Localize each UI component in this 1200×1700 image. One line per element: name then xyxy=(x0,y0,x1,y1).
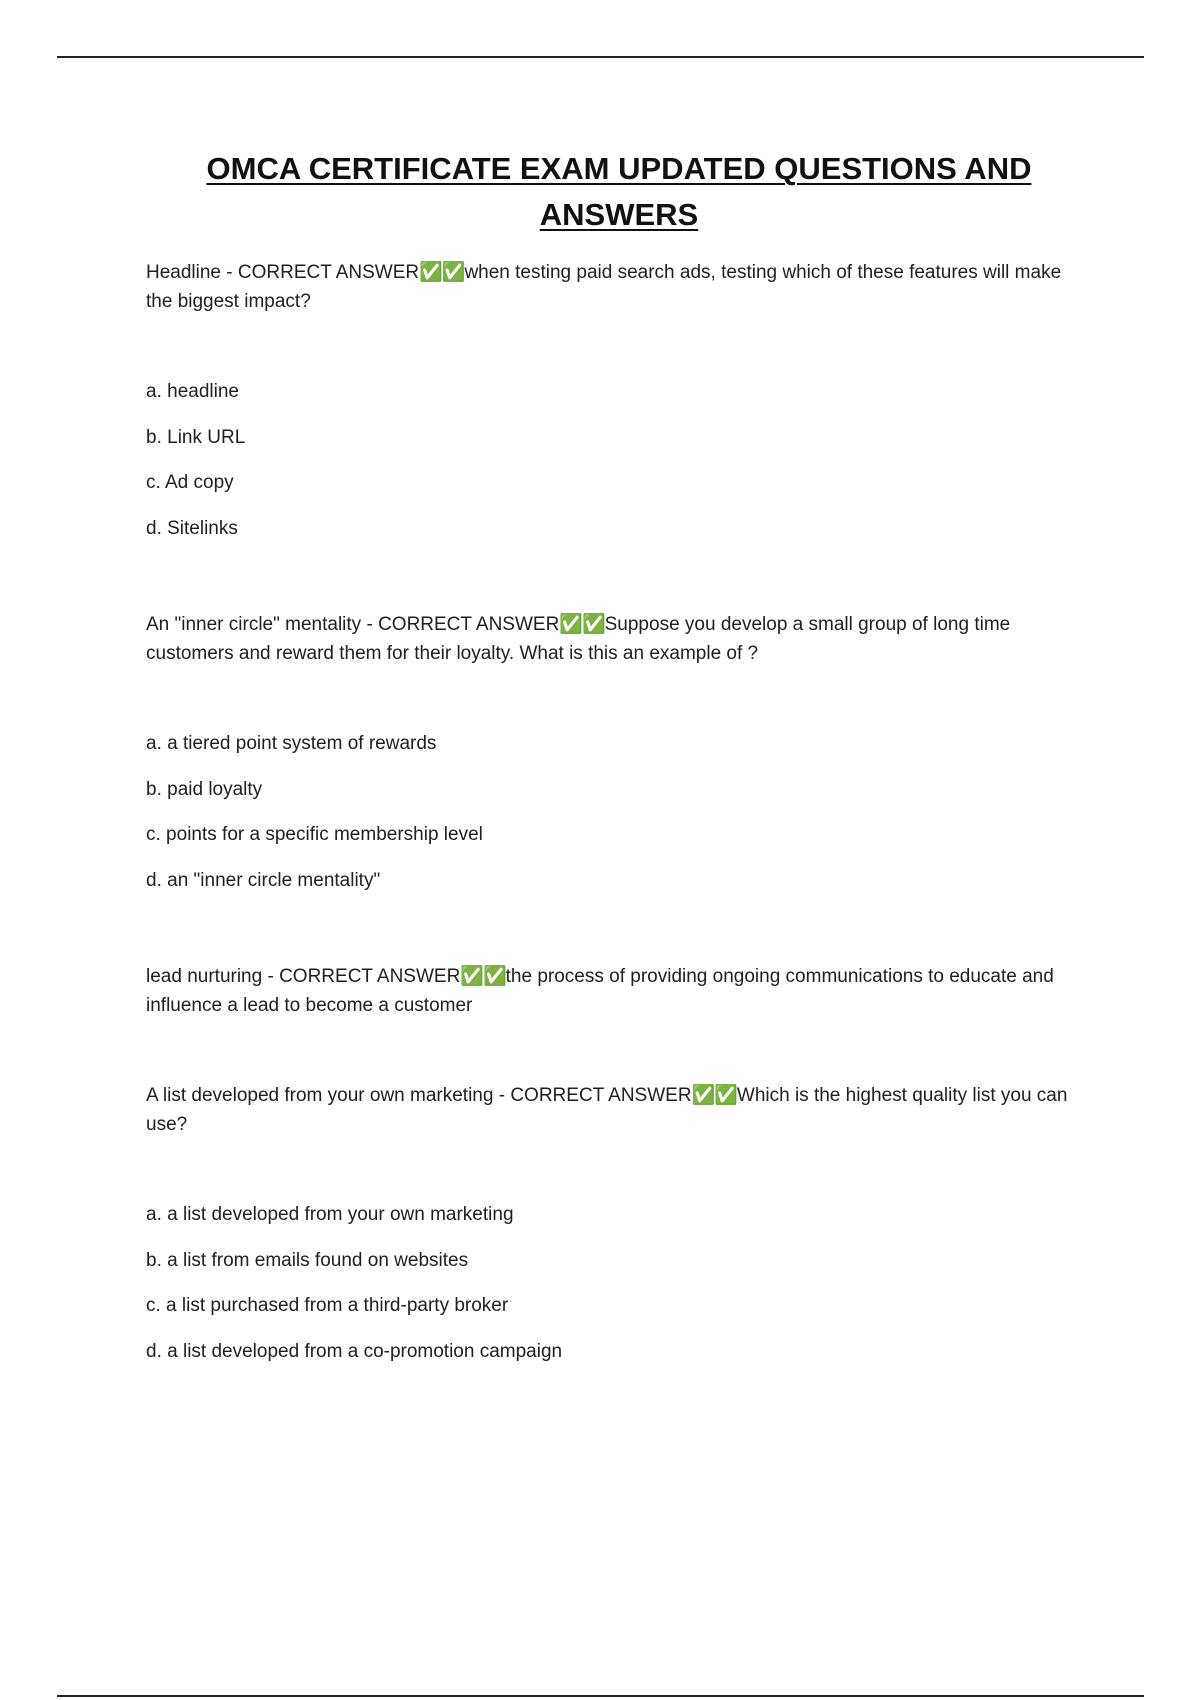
option-a: a. a list developed from your own marketing xyxy=(146,1204,514,1225)
qa-definition: the process of providing ongoing communications to educate and influence a lead to become a customer xyxy=(146,966,1054,1016)
option-c: c. Ad copy xyxy=(146,472,234,493)
option-d: d. a list developed from a co-promotion campaign xyxy=(146,1340,563,1362)
document-body xyxy=(146,258,1092,1382)
option-a: a. a tiered point system of rewards xyxy=(146,733,437,754)
qa-question: when testing paid search ads, testing which of these features will make the biggest impact? xyxy=(146,262,1062,312)
option-d: d. Sitelinks xyxy=(146,517,238,539)
qa-term: lead nurturing - CORRECT ANSWER xyxy=(146,966,461,987)
option-a: a. headline xyxy=(146,381,239,402)
top-rule xyxy=(57,56,1144,58)
double-check-icon: ✅✅ xyxy=(691,1085,737,1106)
qa-answer-text xyxy=(146,610,1092,668)
title-line-2: ANSWERS xyxy=(539,197,699,232)
qa-block-quality-list xyxy=(146,1081,1092,1366)
option-b: b. paid loyalty xyxy=(146,778,263,800)
double-check-icon: ✅✅ xyxy=(419,262,465,283)
qa-block-headline xyxy=(146,258,1092,543)
answer-options xyxy=(146,1200,1092,1366)
document-title xyxy=(146,146,1092,238)
qa-term: An "inner circle" mentality - CORRECT ANSWER xyxy=(146,614,560,635)
bottom-rule xyxy=(57,1695,1144,1697)
answer-options xyxy=(146,377,1092,543)
qa-block-inner-circle xyxy=(146,610,1092,895)
qa-answer-text xyxy=(146,258,1092,316)
qa-question: Suppose you develop a small group of long time customers and reward them for their loyalty. What is this an example of ? xyxy=(146,614,1011,664)
answer-options xyxy=(146,729,1092,895)
double-check-icon: ✅✅ xyxy=(460,966,506,987)
qa-answer-text xyxy=(146,962,1092,1020)
qa-block-lead-nurturing xyxy=(146,962,1092,1020)
qa-term: A list developed from your own marketing - CORRECT ANSWER xyxy=(146,1085,692,1106)
option-b: b. a list from emails found on websites xyxy=(146,1249,469,1271)
title-line-1: OMCA CERTIFICATE EXAM UPDATED QUESTIONS AND xyxy=(206,151,1032,186)
option-d: d. an "inner circle mentality" xyxy=(146,869,381,891)
qa-term: Headline - CORRECT ANSWER xyxy=(146,262,420,283)
option-b: b. Link URL xyxy=(146,426,246,448)
double-check-icon: ✅✅ xyxy=(559,614,605,635)
qa-answer-text xyxy=(146,1081,1092,1139)
option-c: c. a list purchased from a third-party broker xyxy=(146,1295,509,1316)
option-c: c. points for a specific membership level xyxy=(146,824,483,845)
qa-question: Which is the highest quality list you can use? xyxy=(146,1085,1068,1135)
